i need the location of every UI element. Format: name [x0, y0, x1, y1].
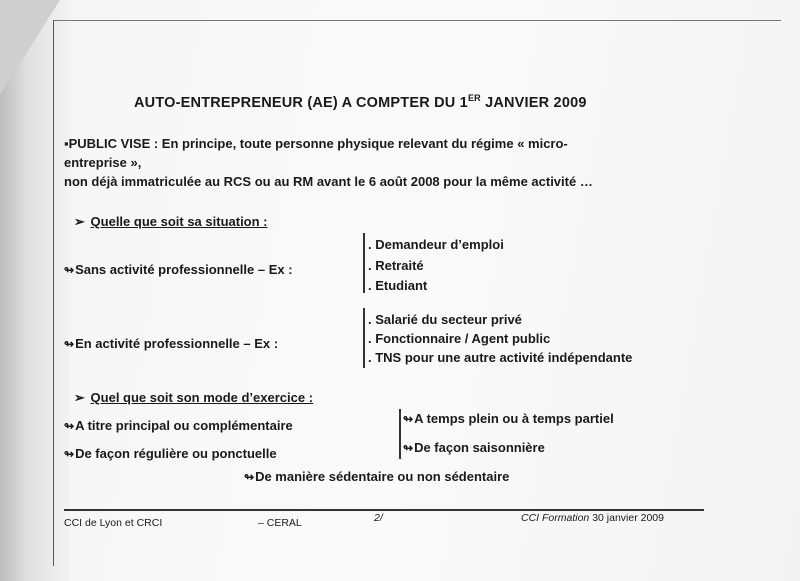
- footer-middle: – CERAL: [258, 517, 302, 529]
- hook-arrow-icon: ↬: [403, 441, 414, 455]
- sans-item-3: . Etudiant: [368, 278, 428, 293]
- en-item-2: . Fonctionnaire / Agent public: [368, 331, 551, 346]
- public-line-2: entreprise »,: [64, 155, 142, 170]
- arrow-right-icon: ➢: [74, 390, 85, 405]
- sans-item-1: . Demandeur d’emploi: [368, 237, 504, 252]
- bracket-divider: [363, 308, 365, 368]
- hook-arrow-icon: ↬: [64, 419, 75, 433]
- footer-left: CCI de Lyon et CRCI: [64, 517, 163, 529]
- mode-heading: ➢ Quel que soit son mode d’exercice :: [74, 390, 314, 405]
- sans-activite-label: ↬Sans activité professionnelle – Ex :: [64, 262, 293, 277]
- arrow-right-icon: ➢: [74, 214, 85, 229]
- mode-left-2: ↬De façon régulière ou ponctuelle: [64, 446, 277, 461]
- footer-page-number: 2/: [374, 512, 383, 524]
- en-item-3: . TNS pour une autre activité indépendante: [368, 350, 633, 365]
- en-item-1: . Salarié du secteur privé: [368, 312, 522, 327]
- en-activite-label: ↬En activité professionnelle – Ex :: [64, 336, 279, 351]
- column-divider: [399, 409, 401, 459]
- public-line-1: ▪PUBLIC VISE : En principe, toute personne physique relevant du régime « micro-: [64, 136, 568, 151]
- footer-rule: [64, 509, 704, 511]
- hook-arrow-icon: ↬: [244, 470, 255, 484]
- sans-item-2: . Retraité: [368, 258, 424, 273]
- page-title: AUTO-ENTREPRENEUR (AE) A COMPTER DU 1ER JANVIER 2009: [134, 93, 587, 111]
- public-line-3: non déjà immatriculée au RCS ou au RM avant le 6 août 2008 pour la même activité …: [64, 174, 593, 189]
- bracket-divider: [363, 233, 365, 293]
- footer-right: CCI Formation 30 janvier 2009: [521, 512, 664, 524]
- hook-arrow-icon: ↬: [403, 412, 414, 426]
- hook-arrow-icon: ↬: [64, 447, 75, 461]
- page-corner-fold: [0, 0, 60, 95]
- hook-arrow-icon: ↬: [64, 337, 75, 351]
- mode-right-2: ↬De façon saisonnière: [403, 440, 545, 455]
- hook-arrow-icon: ↬: [64, 263, 75, 277]
- situation-heading: ➢ Quelle que soit sa situation :: [74, 214, 268, 229]
- mode-bottom: ↬De manière sédentaire ou non sédentaire: [244, 469, 510, 484]
- mode-right-1: ↬A temps plein ou à temps partiel: [403, 411, 614, 426]
- mode-left-1: ↬A titre principal ou complémentaire: [64, 418, 293, 433]
